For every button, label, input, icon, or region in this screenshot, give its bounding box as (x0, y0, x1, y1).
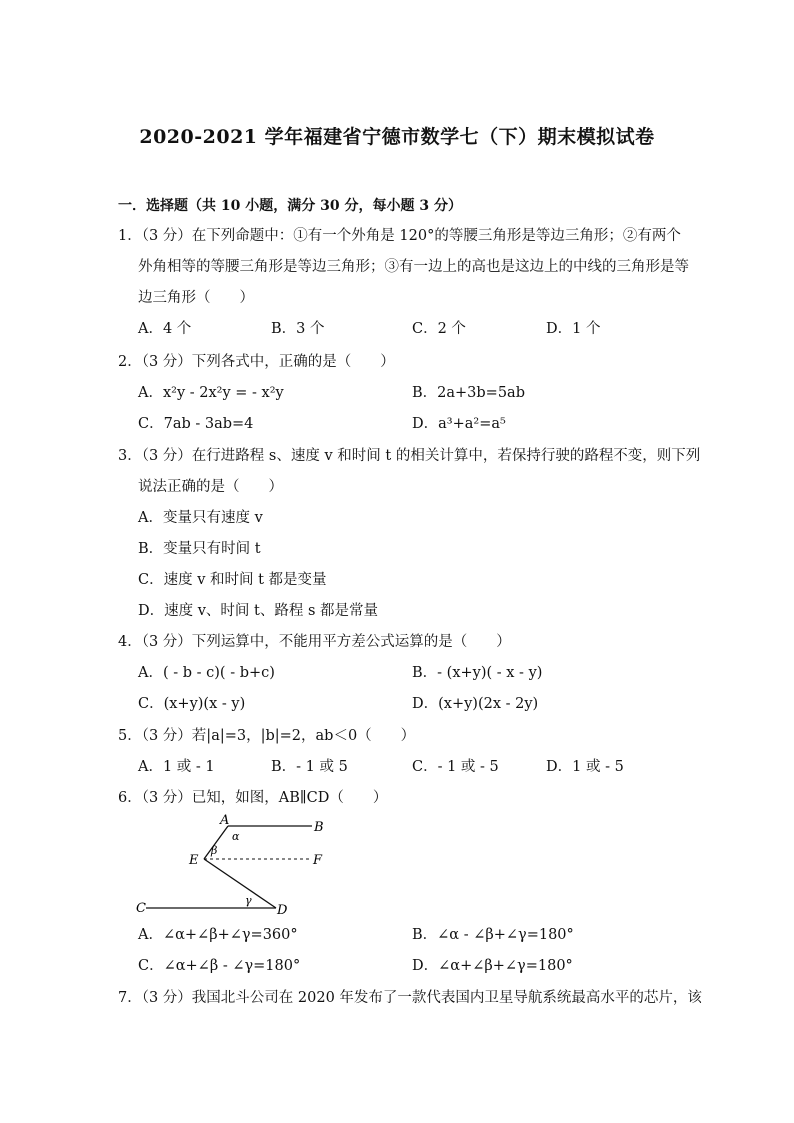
segment-ed (204, 859, 276, 908)
label-b: B (314, 820, 324, 835)
section-heading: 一．选择题（共 10 小题，满分 30 分，每小题 3 分） (118, 198, 462, 214)
q3-option-a: A．变量只有速度 v (138, 510, 263, 526)
q4-stem: 4．（3 分）下列运算中，不能用平方差公式运算的是（ ） (118, 634, 511, 650)
q5-option-c: C．- 1 或 - 5 (412, 759, 499, 775)
q3-option-c: C．速度 v 和时间 t 都是变量 (138, 572, 327, 588)
q5-option-a: A．1 或 - 1 (138, 759, 215, 775)
q2-option-d: D．a³+a²=a⁵ (412, 416, 506, 432)
q4-option-d: D．(x+y)(2x - 2y) (412, 696, 539, 712)
q2-option-a: A．x²y - 2x²y = - x²y (138, 385, 284, 401)
q5-option-b: B．- 1 或 5 (271, 759, 348, 775)
q6-stem: 6．（3 分）已知，如图，AB∥CD（ ） (118, 790, 388, 806)
q6-option-b: B．∠α - ∠β+∠γ=180° (412, 927, 574, 943)
label-a: A (220, 813, 230, 828)
q3-option-b: B．变量只有时间 t (138, 541, 261, 557)
q2-option-b: B．2a+3b=5ab (412, 385, 525, 401)
q7-line-1: 7．（3 分）我国北斗公司在 2020 年发布了一款代表国内卫星导航系统最高水平的芯片，该 (118, 990, 702, 1006)
label-d: D (277, 903, 288, 918)
q4-option-a: A．( - b - c)( - b+c) (138, 665, 275, 681)
q2-option-c: C．7ab - 3ab=4 (138, 416, 254, 432)
q1-line-2: 外角相等的等腰三角形是等边三角形；③有一边上的高也是这边上的中线的三角形是等 (138, 259, 689, 275)
q5-stem: 5．（3 分）若|a|=3，|b|=2，ab＜0（ ） (118, 728, 416, 744)
q3-option-d: D．速度 v、时间 t、路程 s 都是常量 (138, 603, 379, 619)
q4-option-c: C．(x+y)(x - y) (138, 696, 246, 712)
label-f: F (313, 853, 323, 868)
q1-option-c: C．2 个 (412, 321, 466, 337)
q3-line-1: 3．（3 分）在行进路程 s、速度 v 和时间 t 的相关计算中，若保持行驶的路程不变，则下列 (118, 448, 701, 464)
q4-option-b: B．- (x+y)( - x - y) (412, 665, 543, 681)
label-beta: β (211, 844, 218, 857)
q6-option-c: C．∠α+∠β - ∠γ=180° (138, 958, 301, 974)
q1-option-d: D．1 个 (546, 321, 601, 337)
q1-line-1: 1．（3 分）在下列命题中：①有一个外角是 120°的等腰三角形是等边三角形；②有两个 (118, 228, 681, 244)
q6-option-a: A．∠α+∠β+∠γ=360° (138, 927, 298, 943)
q1-line-3: 边三角形（ ） (138, 290, 254, 306)
q2-stem: 2．（3 分）下列各式中，正确的是（ ） (118, 354, 395, 370)
q1-option-b: B．3 个 (271, 321, 325, 337)
label-c: C (136, 901, 146, 916)
q6-option-d: D．∠α+∠β+∠γ=180° (412, 958, 573, 974)
label-gamma: γ (245, 894, 252, 907)
page-title: 2020-2021 学年福建省宁德市数学七（下）期末模拟试卷 (139, 126, 655, 148)
q5-option-d: D．1 或 - 5 (546, 759, 624, 775)
label-e: E (189, 853, 199, 868)
q1-option-a: A．4 个 (138, 321, 192, 337)
q3-line-2: 说法正确的是（ ） (138, 479, 283, 495)
q6-geometry-figure (132, 812, 352, 922)
label-alpha: α (232, 830, 240, 843)
